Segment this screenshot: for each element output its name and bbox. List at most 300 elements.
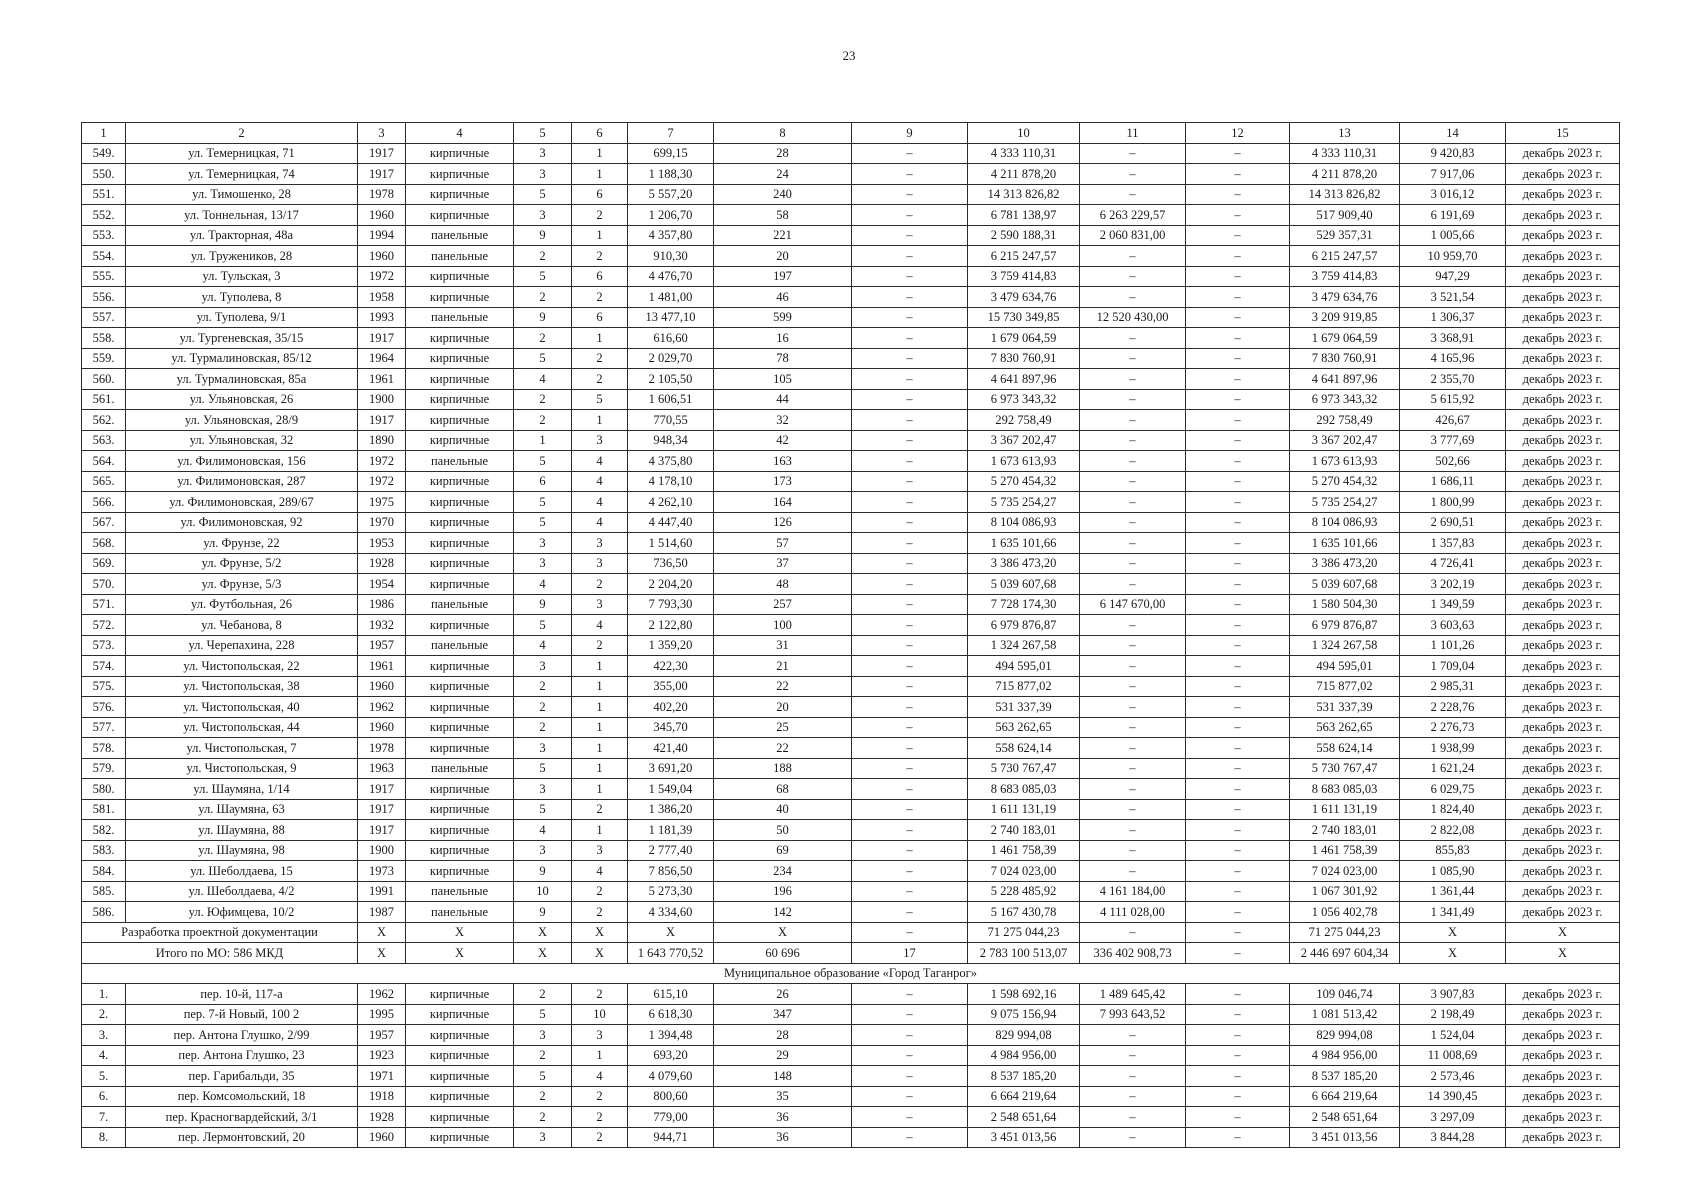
cell-col-1: 4. [82, 1045, 126, 1066]
cell-col-15: декабрь 2023 г. [1506, 143, 1620, 164]
cell-col-2: ул. Чистопольская, 44 [126, 717, 358, 738]
cell-col-2: пер. Гарибальди, 35 [126, 1066, 358, 1087]
cell-col-13: 3 451 013,56 [1290, 1127, 1400, 1148]
cell-col-9: – [852, 574, 968, 595]
cell-col-6: 1 [572, 225, 628, 246]
cell-col-6: 4 [572, 512, 628, 533]
cell-col-12: – [1186, 307, 1290, 328]
table-row [82, 307, 1620, 328]
cell-col-3: 1962 [358, 697, 406, 718]
cell-col-12: – [1186, 615, 1290, 636]
table-row [82, 1025, 1620, 1046]
cell-col-3: 1917 [358, 779, 406, 800]
cell-col-10: 8 537 185,20 [968, 1066, 1080, 1087]
cell-col-11: 6 263 229,57 [1080, 205, 1186, 226]
cell-col-15: декабрь 2023 г. [1506, 492, 1620, 513]
cell-col-4: кирпичные [406, 553, 514, 574]
cell-col-1: 559. [82, 348, 126, 369]
cell-col-5: 10 [514, 881, 572, 902]
cell-col-13: 3 367 202,47 [1290, 430, 1400, 451]
cell-col-14: 1 085,90 [1400, 861, 1506, 882]
column-number-2: 2 [126, 123, 358, 144]
cell-col-4: панельные [406, 225, 514, 246]
cell-col-1: 585. [82, 881, 126, 902]
cell-col-6: 1 [572, 758, 628, 779]
cell-col-3: 1995 [358, 1004, 406, 1025]
cell-col-12: – [1186, 984, 1290, 1005]
cell-col-2: пер. Лермонтовский, 20 [126, 1127, 358, 1148]
cell-col-12: – [1186, 840, 1290, 861]
cell-col-14: 855,83 [1400, 840, 1506, 861]
cell-col-8: 142 [714, 902, 852, 923]
cell-col-2: ул. Филимоновская, 156 [126, 451, 358, 472]
cell-col-6: 10 [572, 1004, 628, 1025]
cell-col-11: – [1080, 410, 1186, 431]
table-row [82, 820, 1620, 841]
cell-col-14: 5 615,92 [1400, 389, 1506, 410]
cell-col-10: 6 215 247,57 [968, 246, 1080, 267]
cell-col-14: 14 390,45 [1400, 1086, 1506, 1107]
cell-col-7: 2 105,50 [628, 369, 714, 390]
cell-col-5: 9 [514, 594, 572, 615]
total-row-cell-12: – [1186, 943, 1290, 964]
cell-col-5: 5 [514, 184, 572, 205]
cell-col-14: 2 198,49 [1400, 1004, 1506, 1025]
cell-col-8: 24 [714, 164, 852, 185]
cell-col-8: 148 [714, 1066, 852, 1087]
table-row [82, 717, 1620, 738]
cell-col-2: ул. Шаумяна, 63 [126, 799, 358, 820]
table-row [82, 451, 1620, 472]
design-docs-row-cell-8: X [714, 922, 852, 943]
cell-col-4: кирпичные [406, 512, 514, 533]
cell-col-14: 4 726,41 [1400, 553, 1506, 574]
cell-col-12: – [1186, 861, 1290, 882]
cell-col-8: 347 [714, 1004, 852, 1025]
total-row-cell-6: X [572, 943, 628, 964]
cell-col-9: – [852, 697, 968, 718]
cell-col-13: 1 580 504,30 [1290, 594, 1400, 615]
table-body [82, 143, 1620, 1148]
cell-col-6: 2 [572, 1127, 628, 1148]
cell-col-8: 29 [714, 1045, 852, 1066]
cell-col-5: 4 [514, 635, 572, 656]
cell-col-8: 48 [714, 574, 852, 595]
cell-col-12: – [1186, 328, 1290, 349]
cell-col-14: 1 357,83 [1400, 533, 1506, 554]
table-header [82, 123, 1620, 144]
cell-col-6: 3 [572, 430, 628, 451]
cell-col-1: 549. [82, 143, 126, 164]
cell-col-2: ул. Филимоновская, 92 [126, 512, 358, 533]
cell-col-15: декабрь 2023 г. [1506, 656, 1620, 677]
cell-col-8: 196 [714, 881, 852, 902]
cell-col-9: – [852, 1107, 968, 1128]
cell-col-14: 1 824,40 [1400, 799, 1506, 820]
cell-col-10: 7 830 760,91 [968, 348, 1080, 369]
cell-col-10: 1 461 758,39 [968, 840, 1080, 861]
cell-col-1: 569. [82, 553, 126, 574]
cell-col-7: 2 777,40 [628, 840, 714, 861]
cell-col-7: 616,60 [628, 328, 714, 349]
cell-col-4: панельные [406, 246, 514, 267]
cell-col-9: – [852, 307, 968, 328]
cell-col-13: 292 758,49 [1290, 410, 1400, 431]
cell-col-11: – [1080, 799, 1186, 820]
table-row [82, 861, 1620, 882]
cell-col-8: 21 [714, 656, 852, 677]
cell-col-9: – [852, 820, 968, 841]
cell-col-14: 2 573,46 [1400, 1066, 1506, 1087]
cell-col-13: 109 046,74 [1290, 984, 1400, 1005]
column-number-1: 1 [82, 123, 126, 144]
total-row-cell-15: X [1506, 943, 1620, 964]
cell-col-10: 1 611 131,19 [968, 799, 1080, 820]
cell-col-6: 1 [572, 779, 628, 800]
cell-col-15: декабрь 2023 г. [1506, 902, 1620, 923]
cell-col-14: 3 521,54 [1400, 287, 1506, 308]
cell-col-7: 1 386,20 [628, 799, 714, 820]
cell-col-10: 4 333 110,31 [968, 143, 1080, 164]
cell-col-4: кирпичные [406, 205, 514, 226]
cell-col-11: 4 161 184,00 [1080, 881, 1186, 902]
cell-col-12: – [1186, 430, 1290, 451]
cell-col-11: – [1080, 184, 1186, 205]
cell-col-1: 564. [82, 451, 126, 472]
cell-col-9: – [852, 902, 968, 923]
cell-col-7: 6 618,30 [628, 1004, 714, 1025]
cell-col-5: 3 [514, 205, 572, 226]
cell-col-4: кирпичные [406, 738, 514, 759]
cell-col-8: 173 [714, 471, 852, 492]
cell-col-8: 36 [714, 1127, 852, 1148]
table-row [82, 758, 1620, 779]
cell-col-1: 6. [82, 1086, 126, 1107]
cell-col-11: – [1080, 697, 1186, 718]
cell-col-8: 599 [714, 307, 852, 328]
cell-col-14: 6 191,69 [1400, 205, 1506, 226]
cell-col-11: – [1080, 635, 1186, 656]
cell-col-1: 3. [82, 1025, 126, 1046]
cell-col-7: 4 079,60 [628, 1066, 714, 1087]
cell-col-2: ул. Шаумяна, 88 [126, 820, 358, 841]
cell-col-5: 2 [514, 246, 572, 267]
cell-col-5: 2 [514, 1107, 572, 1128]
column-number-6: 6 [572, 123, 628, 144]
cell-col-14: 3 907,83 [1400, 984, 1506, 1005]
cell-col-9: – [852, 717, 968, 738]
cell-col-8: 105 [714, 369, 852, 390]
cell-col-15: декабрь 2023 г. [1506, 758, 1620, 779]
cell-col-7: 1 394,48 [628, 1025, 714, 1046]
cell-col-1: 554. [82, 246, 126, 267]
cell-col-14: 2 276,73 [1400, 717, 1506, 738]
cell-col-4: кирпичные [406, 984, 514, 1005]
cell-col-10: 5 039 607,68 [968, 574, 1080, 595]
cell-col-8: 28 [714, 1025, 852, 1046]
cell-col-1: 584. [82, 861, 126, 882]
cell-col-8: 37 [714, 553, 852, 574]
cell-col-14: 1 709,04 [1400, 656, 1506, 677]
cell-col-14: 10 959,70 [1400, 246, 1506, 267]
cell-col-11: – [1080, 676, 1186, 697]
cell-col-2: ул. Филимоновская, 289/67 [126, 492, 358, 513]
cell-col-11: – [1080, 369, 1186, 390]
table-row [82, 984, 1620, 1005]
cell-col-5: 5 [514, 348, 572, 369]
cell-col-2: ул. Футбольная, 26 [126, 594, 358, 615]
cell-col-11: – [1080, 430, 1186, 451]
cell-col-11: – [1080, 246, 1186, 267]
cell-col-5: 2 [514, 697, 572, 718]
cell-col-6: 1 [572, 410, 628, 431]
cell-col-9: – [852, 389, 968, 410]
cell-col-8: 32 [714, 410, 852, 431]
cell-col-11: – [1080, 779, 1186, 800]
cell-col-6: 2 [572, 246, 628, 267]
cell-col-12: – [1186, 1004, 1290, 1025]
cell-col-1: 568. [82, 533, 126, 554]
column-number-8: 8 [714, 123, 852, 144]
cell-col-9: – [852, 1004, 968, 1025]
cell-col-14: 1 341,49 [1400, 902, 1506, 923]
cell-col-3: 1917 [358, 328, 406, 349]
design-docs-row-cell-7: X [628, 922, 714, 943]
design-docs-row-cell-11: – [1080, 922, 1186, 943]
cell-col-1: 579. [82, 758, 126, 779]
cell-col-6: 2 [572, 369, 628, 390]
cell-col-13: 7 830 760,91 [1290, 348, 1400, 369]
cell-col-13: 715 877,02 [1290, 676, 1400, 697]
cell-col-4: панельные [406, 307, 514, 328]
cell-col-15: декабрь 2023 г. [1506, 594, 1620, 615]
cell-col-15: декабрь 2023 г. [1506, 615, 1620, 636]
cell-col-10: 1 324 267,58 [968, 635, 1080, 656]
table-row [82, 635, 1620, 656]
cell-col-15: декабрь 2023 г. [1506, 676, 1620, 697]
cell-col-10: 7 024 023,00 [968, 861, 1080, 882]
cell-col-5: 6 [514, 471, 572, 492]
cell-col-7: 1 606,51 [628, 389, 714, 410]
cell-col-9: – [852, 676, 968, 697]
table-row [82, 615, 1620, 636]
cell-col-15: декабрь 2023 г. [1506, 225, 1620, 246]
cell-col-15: декабрь 2023 г. [1506, 697, 1620, 718]
cell-col-15: декабрь 2023 г. [1506, 799, 1620, 820]
cell-col-3: 1987 [358, 902, 406, 923]
cell-col-13: 517 909,40 [1290, 205, 1400, 226]
cell-col-10: 1 598 692,16 [968, 984, 1080, 1005]
cell-col-13: 14 313 826,82 [1290, 184, 1400, 205]
cell-col-12: – [1186, 492, 1290, 513]
design-docs-row [82, 922, 1620, 943]
table-row [82, 1004, 1620, 1025]
cell-col-5: 4 [514, 369, 572, 390]
cell-col-10: 5 270 454,32 [968, 471, 1080, 492]
table-row [82, 1107, 1620, 1128]
cell-col-4: панельные [406, 635, 514, 656]
page-number: 23 [842, 48, 856, 63]
table-row [82, 676, 1620, 697]
cell-col-14: 3 603,63 [1400, 615, 1506, 636]
design-docs-row-cell-6: X [572, 922, 628, 943]
cell-col-10: 494 595,01 [968, 656, 1080, 677]
cell-col-13: 3 386 473,20 [1290, 553, 1400, 574]
cell-col-9: – [852, 225, 968, 246]
cell-col-2: ул. Шеболдаева, 4/2 [126, 881, 358, 902]
cell-col-5: 5 [514, 492, 572, 513]
cell-col-13: 1 324 267,58 [1290, 635, 1400, 656]
cell-col-12: – [1186, 389, 1290, 410]
cell-col-14: 3 016,12 [1400, 184, 1506, 205]
cell-col-15: декабрь 2023 г. [1506, 1086, 1620, 1107]
design-docs-row-cell-3: X [358, 922, 406, 943]
cell-col-9: – [852, 881, 968, 902]
cell-col-6: 2 [572, 799, 628, 820]
column-number-15: 15 [1506, 123, 1620, 144]
cell-col-1: 560. [82, 369, 126, 390]
cell-col-10: 6 973 343,32 [968, 389, 1080, 410]
cell-col-6: 1 [572, 697, 628, 718]
cell-col-5: 9 [514, 307, 572, 328]
design-docs-row-cell-4: X [406, 922, 514, 943]
cell-col-10: 4 211 878,20 [968, 164, 1080, 185]
cell-col-11: – [1080, 492, 1186, 513]
cell-col-13: 4 211 878,20 [1290, 164, 1400, 185]
cell-col-7: 779,00 [628, 1107, 714, 1128]
cell-col-6: 2 [572, 574, 628, 595]
table-row [82, 512, 1620, 533]
table-row [82, 1127, 1620, 1148]
cell-col-4: кирпичные [406, 184, 514, 205]
cell-col-3: 1953 [358, 533, 406, 554]
cell-col-7: 1 188,30 [628, 164, 714, 185]
cell-col-9: – [852, 246, 968, 267]
cell-col-13: 494 595,01 [1290, 656, 1400, 677]
table-row [82, 143, 1620, 164]
cell-col-15: декабрь 2023 г. [1506, 328, 1620, 349]
cell-col-11: 4 111 028,00 [1080, 902, 1186, 923]
cell-col-7: 699,15 [628, 143, 714, 164]
cell-col-12: – [1186, 533, 1290, 554]
cell-col-8: 100 [714, 615, 852, 636]
cell-col-2: ул. Шеболдаева, 15 [126, 861, 358, 882]
cell-col-5: 2 [514, 676, 572, 697]
cell-col-3: 1961 [358, 369, 406, 390]
cell-col-1: 573. [82, 635, 126, 656]
cell-col-10: 1 635 101,66 [968, 533, 1080, 554]
cell-col-14: 3 368,91 [1400, 328, 1506, 349]
cell-col-2: ул. Фрунзе, 5/2 [126, 553, 358, 574]
cell-col-1: 577. [82, 717, 126, 738]
cell-col-3: 1960 [358, 1127, 406, 1148]
table-row [82, 656, 1620, 677]
cell-col-13: 5 730 767,47 [1290, 758, 1400, 779]
cell-col-3: 1917 [358, 820, 406, 841]
cell-col-1: 5. [82, 1066, 126, 1087]
cell-col-15: декабрь 2023 г. [1506, 307, 1620, 328]
cell-col-1: 563. [82, 430, 126, 451]
cell-col-12: – [1186, 717, 1290, 738]
cell-col-15: декабрь 2023 г. [1506, 881, 1620, 902]
cell-col-12: – [1186, 205, 1290, 226]
column-number-row [82, 123, 1620, 144]
cell-col-11: 2 060 831,00 [1080, 225, 1186, 246]
cell-col-1: 578. [82, 738, 126, 759]
cell-col-5: 5 [514, 615, 572, 636]
cell-col-14: 1 938,99 [1400, 738, 1506, 759]
cell-col-12: – [1186, 635, 1290, 656]
cell-col-8: 164 [714, 492, 852, 513]
column-number-9: 9 [852, 123, 968, 144]
cell-col-12: – [1186, 184, 1290, 205]
cell-col-3: 1986 [358, 594, 406, 615]
cell-col-7: 4 178,10 [628, 471, 714, 492]
cell-col-13: 563 262,65 [1290, 717, 1400, 738]
cell-col-12: – [1186, 471, 1290, 492]
cell-col-7: 948,34 [628, 430, 714, 451]
cell-col-13: 3 479 634,76 [1290, 287, 1400, 308]
cell-col-12: – [1186, 225, 1290, 246]
cell-col-11: – [1080, 164, 1186, 185]
cell-col-15: декабрь 2023 г. [1506, 246, 1620, 267]
cell-col-2: ул. Туполева, 9/1 [126, 307, 358, 328]
cell-col-1: 572. [82, 615, 126, 636]
cell-col-2: ул. Филимоновская, 287 [126, 471, 358, 492]
cell-col-10: 9 075 156,94 [968, 1004, 1080, 1025]
table-row [82, 184, 1620, 205]
cell-col-1: 561. [82, 389, 126, 410]
cell-col-12: – [1186, 1025, 1290, 1046]
cell-col-10: 3 479 634,76 [968, 287, 1080, 308]
cell-col-5: 3 [514, 533, 572, 554]
cell-col-2: ул. Тружеников, 28 [126, 246, 358, 267]
cell-col-3: 1960 [358, 717, 406, 738]
cell-col-3: 1972 [358, 266, 406, 287]
cell-col-12: – [1186, 451, 1290, 472]
cell-col-4: кирпичные [406, 1107, 514, 1128]
cell-col-10: 1 679 064,59 [968, 328, 1080, 349]
table-row [82, 533, 1620, 554]
cell-col-8: 234 [714, 861, 852, 882]
cell-col-2: ул. Чебанова, 8 [126, 615, 358, 636]
table-row [82, 369, 1620, 390]
cell-col-1: 567. [82, 512, 126, 533]
cell-col-7: 615,10 [628, 984, 714, 1005]
table-row [82, 410, 1620, 431]
cell-col-15: декабрь 2023 г. [1506, 635, 1620, 656]
cell-col-13: 1 611 131,19 [1290, 799, 1400, 820]
cell-col-4: кирпичные [406, 533, 514, 554]
cell-col-10: 3 451 013,56 [968, 1127, 1080, 1148]
cell-col-2: ул. Чистопольская, 22 [126, 656, 358, 677]
cell-col-13: 531 337,39 [1290, 697, 1400, 718]
cell-col-4: кирпичные [406, 1004, 514, 1025]
cell-col-14: 3 297,09 [1400, 1107, 1506, 1128]
cell-col-15: декабрь 2023 г. [1506, 738, 1620, 759]
cell-col-11: – [1080, 553, 1186, 574]
cell-col-8: 25 [714, 717, 852, 738]
cell-col-9: – [852, 184, 968, 205]
cell-col-7: 422,30 [628, 656, 714, 677]
cell-col-11: – [1080, 533, 1186, 554]
cell-col-11: – [1080, 1025, 1186, 1046]
cell-col-11: – [1080, 287, 1186, 308]
cell-col-9: – [852, 328, 968, 349]
design-docs-row-cell-12: – [1186, 922, 1290, 943]
cell-col-2: ул. Тимошенко, 28 [126, 184, 358, 205]
cell-col-3: 1900 [358, 389, 406, 410]
